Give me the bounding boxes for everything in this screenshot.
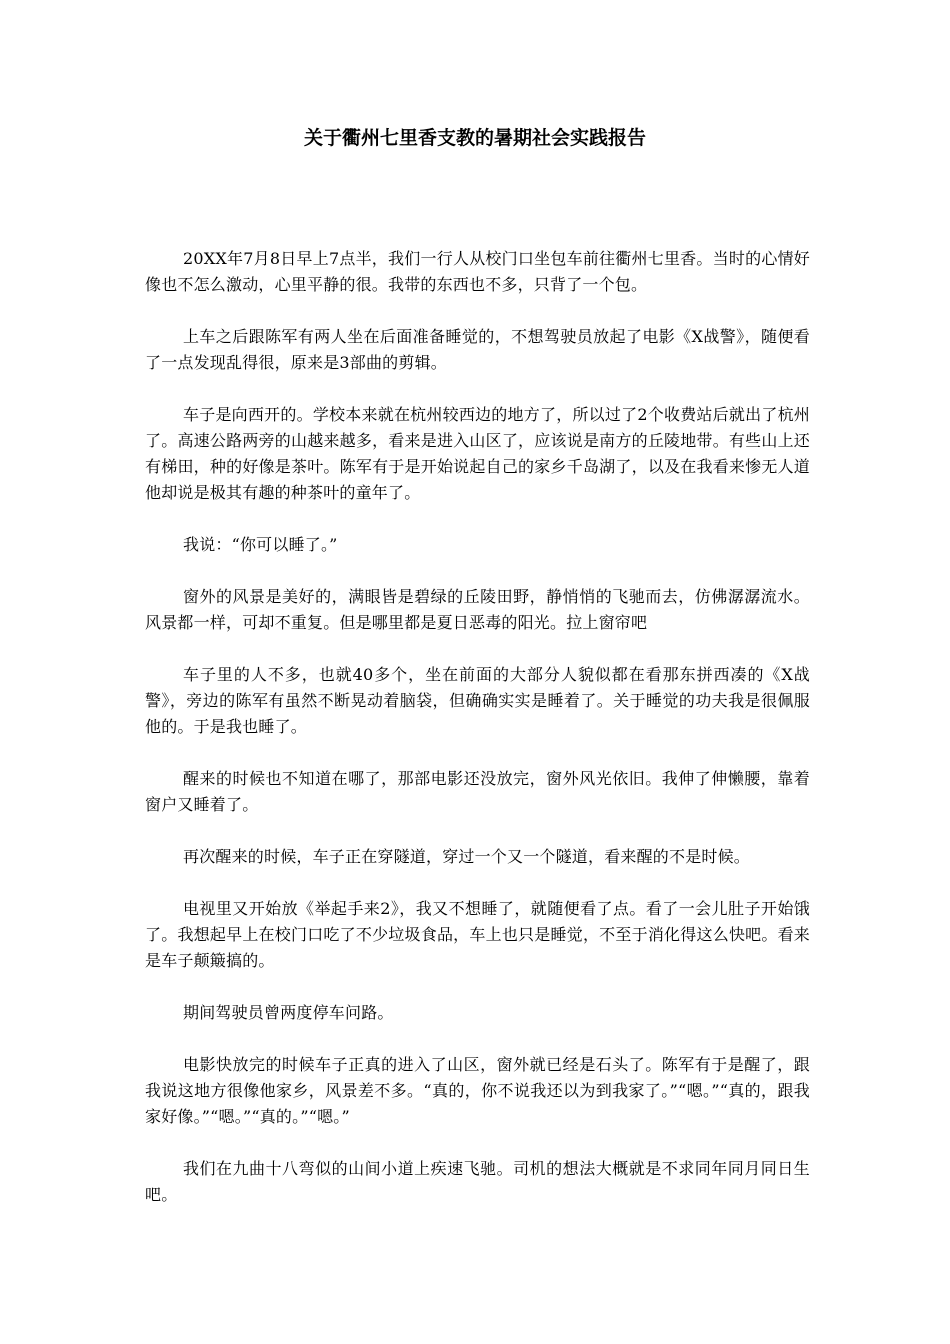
paragraph: 电视里又开始放《举起手来2》，我又不想睡了，就随便看了点。看了一会儿肚子开始饿了。我想起早上在校门口吃了不少垃圾食品，车上也只是睡觉，不至于消化得这么快吧。看来是车子颠簸搞的。 [145,899,810,970]
paragraph: 车子里的人不多，也就40多个，坐在前面的大部分人貌似都在看那东拼西凑的《X战警》，旁边的陈军有虽然不断晃动着脑袋，但确确实实是睡着了。关于睡觉的功夫我是很佩服他的。于是我也睡了。 [145,665,810,736]
paragraph: 上车之后跟陈军有两人坐在后面准备睡觉的，不想驾驶员放起了电影《X战警》，随便看了一点发现乱得很，原来是3部曲的剪辑。 [145,327,810,372]
paragraph: 20XX年7月8日早上7点半，我们一行人从校门口坐包车前往衢州七里香。当时的心情好像也不怎么激动，心里平静的很。我带的东西也不多，只背了一个包。 [145,249,810,294]
document-body [145,246,810,1234]
paragraph: 期间驾驶员曾两度停车问路。 [183,1003,394,1022]
paragraph: 我们在九曲十八弯似的山间小道上疾速飞驰。司机的想法大概就是不求同年同月同日生吧。 [145,1159,810,1204]
paragraph: 窗外的风景是美好的，满眼皆是碧绿的丘陵田野，静悄悄的飞驰而去，仿佛潺潺流水。风景都一样，可却不重复。但是哪里都是夏日恶毒的阳光。拉上窗帘吧 [145,587,810,632]
paragraph: 我说：“你可以睡了。” [183,535,338,554]
paragraph: 电影快放完的时候车子正真的进入了山区，窗外就已经是石头了。陈军有于是醒了，跟我说这地方很像他家乡，风景差不多。“真的，你不说我还以为到我家了。”“嗯。”“真的，跟我家好像。”“嗯。”“真的。”“嗯。” [145,1055,810,1126]
paragraph: 醒来的时候也不知道在哪了，那部电影还没放完，窗外风光依旧。我伸了伸懒腰，靠着窗户又睡着了。 [145,769,810,814]
document-title: 关于衢州七里香支教的暑期社会实践报告 [303,127,646,149]
paragraph: 车子是向西开的。学校本来就在杭州较西边的地方了，所以过了2个收费站后就出了杭州了。高速公路两旁的山越来越多，看来是进入山区了，应该说是南方的丘陵地带。有些山上还有梯田，种的好像是茶叶。陈军有于是开始说起自己的家乡千岛湖了，以及在我看来惨无人道他却说是极其有趣的种茶叶的童年了。 [145,405,810,502]
paragraph: 再次醒来的时候，车子正在穿隧道，穿过一个又一个隧道，看来醒的不是时候。 [183,847,751,866]
